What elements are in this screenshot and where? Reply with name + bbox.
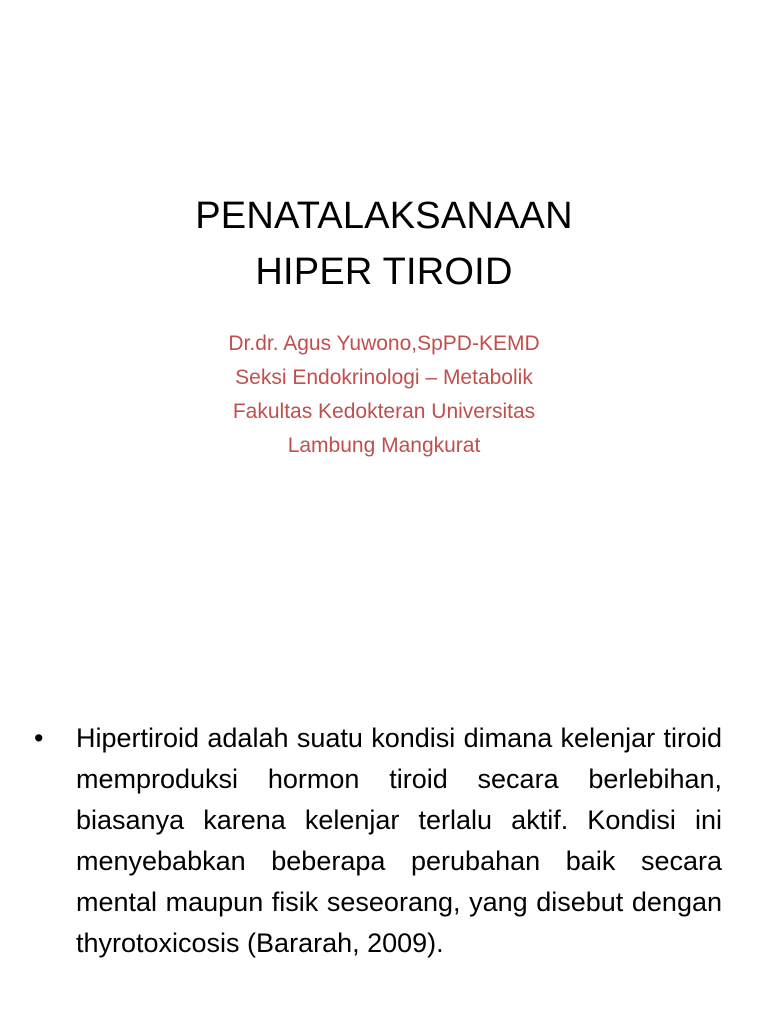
slide-title-line-2: HIPER TIROID — [255, 251, 513, 293]
slide-title-line-1: PENATALAKSANAAN — [195, 195, 573, 237]
university: Lambung Mangkurat — [287, 434, 481, 457]
slide-subtitle — [0, 327, 768, 463]
bullet-text: Hipertiroid adalah suatu kondisi dimana kelenjar tiroid memproduksi hormon tiroid secara berlebihan, biasanya karena kelenjar terlalu aktif. Kondisi ini menyebabkan beberapa perubahan baik secara mental maupun fisik seseorang, yang disebut dengan thyrotoxicosis (Bararah, 2009). — [76, 723, 722, 958]
slide-title — [0, 188, 768, 300]
bullet-item — [34, 718, 722, 964]
bullet-marker: • — [34, 723, 44, 753]
faculty: Fakultas Kedokteran Universitas — [232, 400, 536, 423]
author-name: Dr.dr. Agus Yuwono,SpPD-KEMD — [228, 332, 540, 355]
bullet-list — [34, 718, 722, 964]
department: Seksi Endokrinologi – Metabolik — [235, 366, 533, 389]
